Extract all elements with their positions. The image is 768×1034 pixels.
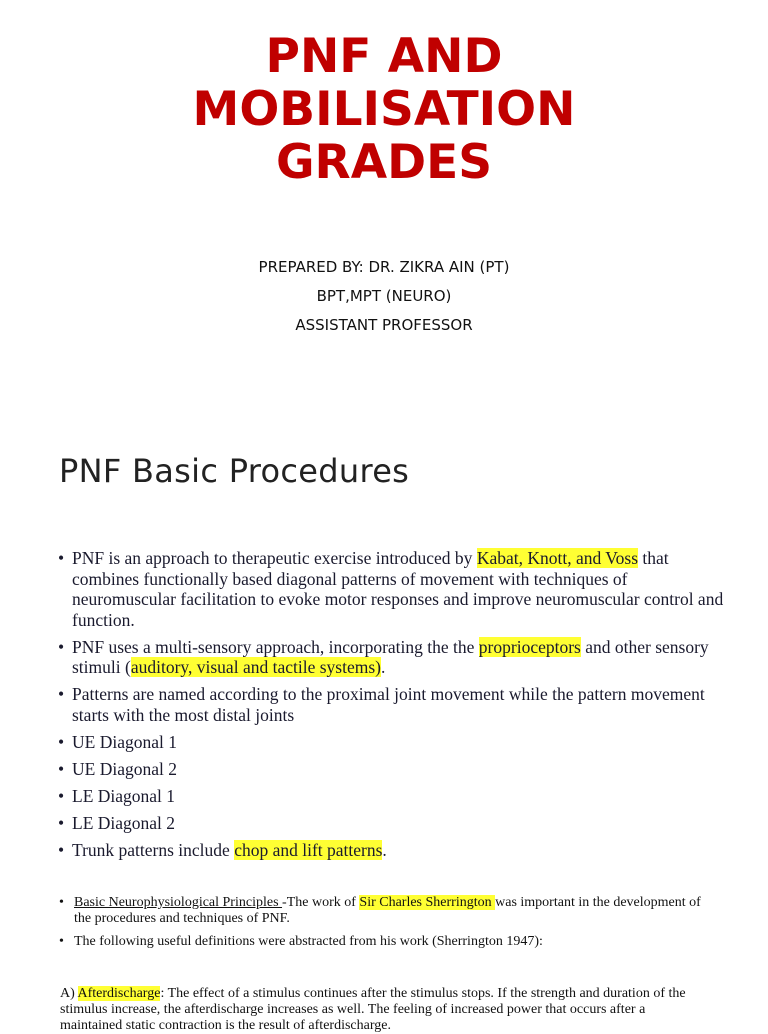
author-position: ASSISTANT PROFESSOR — [295, 316, 473, 334]
highlighted-text: Sir Charles Sherrington — [359, 895, 496, 910]
procedures-list — [58, 548, 728, 867]
text-span: that combines functionally based diagonal patterns of movement with techniques of neuromuscular facilitation to evoke motor responses and improve neuromuscular control and function. — [72, 548, 724, 630]
text-span: Trunk patterns include — [72, 839, 235, 860]
title-line-2: MOBILISATION — [192, 82, 576, 137]
text-span: -The work of — [282, 895, 360, 910]
text-span: PNF uses a multi-sensory approach, incorporating the the — [72, 636, 479, 657]
list-item: • UE Diagonal 1 — [58, 732, 728, 753]
author-name: PREPARED BY: DR. ZIKRA AIN (PT) — [258, 258, 510, 276]
list-item: • LE Diagonal 1 — [58, 786, 728, 807]
text-span: was important in the development of the procedures and techniques of PNF. — [74, 895, 701, 926]
list-item — [58, 895, 718, 927]
paragraph-label: A) — [60, 986, 78, 1001]
afterdischarge-paragraph — [60, 986, 710, 1034]
text-span: . — [382, 839, 387, 860]
highlighted-text: chop and lift patterns — [234, 839, 383, 860]
underlined-text: Basic Neurophysiological Principles — [74, 895, 283, 910]
list-item: • LE Diagonal 2 — [58, 813, 728, 834]
author-block — [0, 253, 768, 340]
principles-list — [58, 895, 718, 957]
title-line-3: GRADES — [275, 135, 493, 190]
paragraph-text: : The effect of a stimulus continues after the stimulus stops. If the strength and duration of the stimulus increase, the afterdischarge increases as well. The feeling of increased power that occurs after a maintained static contraction is the result of afterdischarge. — [60, 986, 686, 1033]
text-span: and other sensory stimuli ( — [72, 636, 709, 677]
list-item — [58, 840, 728, 861]
list-item — [58, 548, 728, 630]
text-span: . — [380, 657, 386, 677]
page-title — [0, 30, 768, 189]
highlighted-term: Afterdischarge — [77, 986, 161, 1001]
highlighted-text: auditory, visual and tactile systems) — [130, 657, 381, 677]
section-heading: PNF Basic Procedures — [59, 452, 410, 490]
highlighted-text: Kabat, Knott, and Voss — [476, 548, 639, 568]
list-item: • The following useful definitions were abstracted from his work (Sherrington 1947): — [58, 934, 718, 950]
list-item: • Patterns are named according to the proximal joint movement while the pattern movement starts with the most distal joints — [58, 684, 728, 725]
text-span: PNF is an approach to therapeutic exercise introduced by — [72, 548, 477, 568]
author-degrees: BPT,MPT (NEURO) — [316, 287, 452, 305]
list-item — [58, 637, 728, 678]
list-item: • UE Diagonal 2 — [58, 759, 728, 780]
highlighted-text: proprioceptors — [478, 636, 581, 657]
title-line-1: PNF AND — [265, 29, 503, 84]
